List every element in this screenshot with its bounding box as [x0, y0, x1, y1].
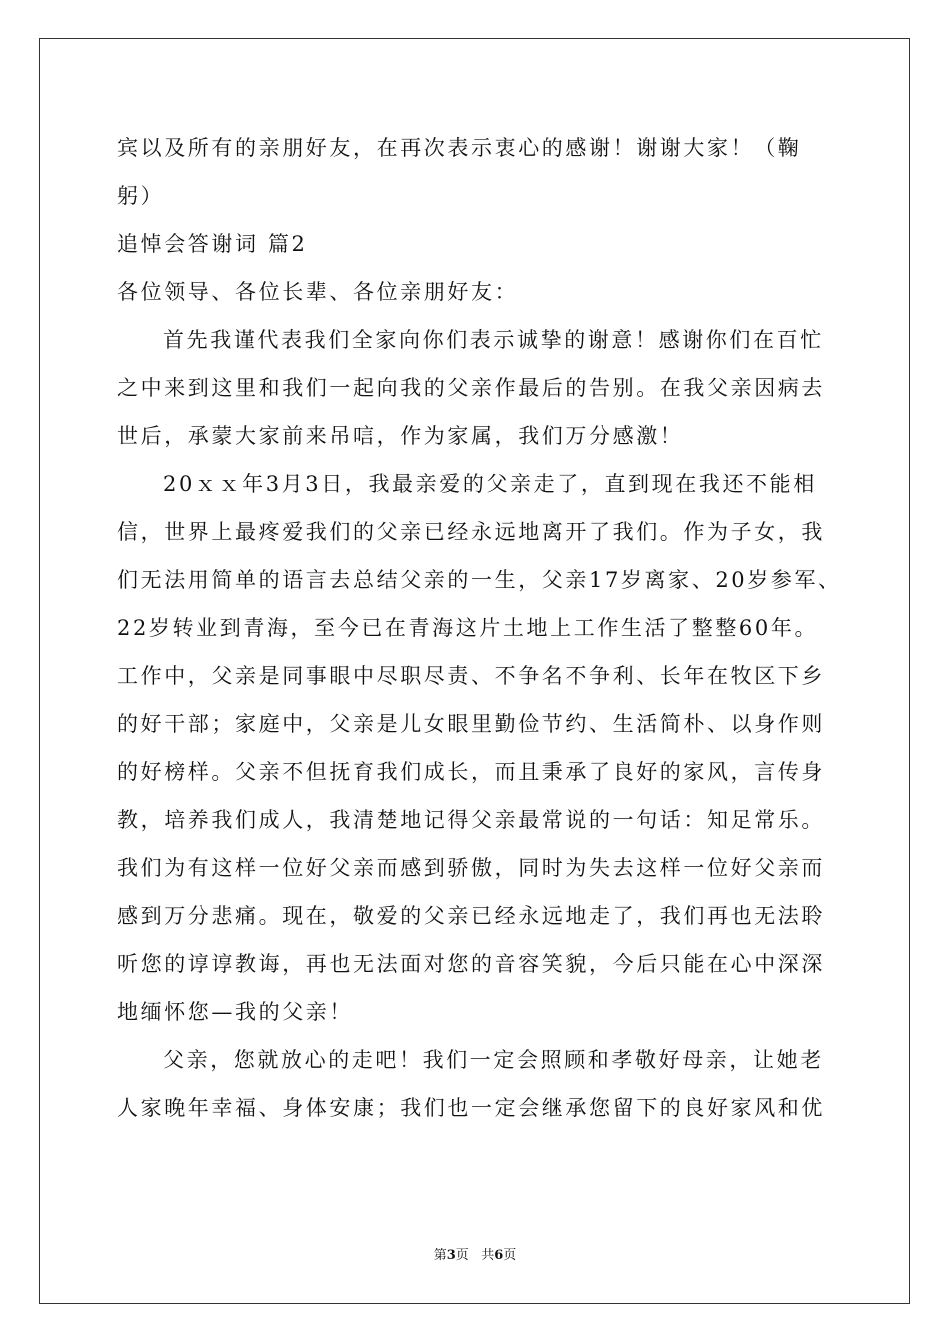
text-line: 22岁转业到青海，至今已在青海这片土地上工作生活了整整60年。	[117, 616, 819, 640]
page-number: 第3页	[433, 1248, 469, 1263]
total-pages: 共6页	[481, 1248, 517, 1263]
text-line: 的好干部；家庭中，父亲是儿女眼里勤俭节约、生活简朴、以身作则	[117, 712, 825, 736]
text-line: 之中来到这里和我们一起向我的父亲作最后的告别。在我父亲因病去	[117, 376, 825, 400]
text-line: 们无法用简单的语言去总结父亲的一生，父亲17岁离家、20岁参军、	[117, 568, 842, 592]
text-line: 听您的谆谆教诲，再也无法面对您的音容笑貌，今后只能在心中深深	[117, 952, 825, 976]
text-line: 我们为有这样一位好父亲而感到骄傲，同时为失去这样一位好父亲而	[117, 856, 825, 880]
text-line: 教，培养我们成人，我清楚地记得父亲最常说的一句话：知足常乐。	[117, 808, 825, 832]
text-line: 地缅怀您—我的父亲！	[117, 1000, 353, 1024]
text-line: 感到万分悲痛。现在，敬爱的父亲已经永远地走了，我们再也无法聆	[117, 904, 825, 928]
paragraph-start: 首先我谨代表我们全家向你们表示诚挚的谢意！感谢你们在百忙	[163, 328, 824, 352]
paragraph-start: 20ｘｘ年3月3日，我最亲爱的父亲走了，直到现在我还不能相	[163, 472, 817, 496]
text-line: 工作中，父亲是同事眼中尽职尽责、不争名不争利、长年在牧区下乡	[117, 664, 825, 688]
text-line: 人家晚年幸福、身体安康；我们也一定会继承您留下的良好家风和优	[117, 1096, 825, 1120]
section-heading: 追悼会答谢词 篇2	[117, 232, 308, 256]
text-line: 的好榜样。父亲不但抚育我们成长，而且秉承了良好的家风，言传身	[117, 760, 825, 784]
text-line: 宾以及所有的亲朋好友，在再次表示衷心的感谢！谢谢大家！（鞠	[117, 136, 802, 160]
text-line: 世后，承蒙大家前来吊唁，作为家属，我们万分感激！	[117, 424, 684, 448]
page-footer	[0, 1247, 950, 1265]
salutation: 各位领导、各位长辈、各位亲朋好友：	[117, 280, 519, 304]
paragraph-start: 父亲，您就放心的走吧！我们一定会照顾和孝敬好母亲，让她老	[163, 1048, 824, 1072]
text-line: 躬）	[117, 184, 165, 208]
document-body	[117, 124, 842, 1132]
text-line: 信，世界上最疼爱我们的父亲已经永远地离开了我们。作为子女，我	[117, 520, 825, 544]
